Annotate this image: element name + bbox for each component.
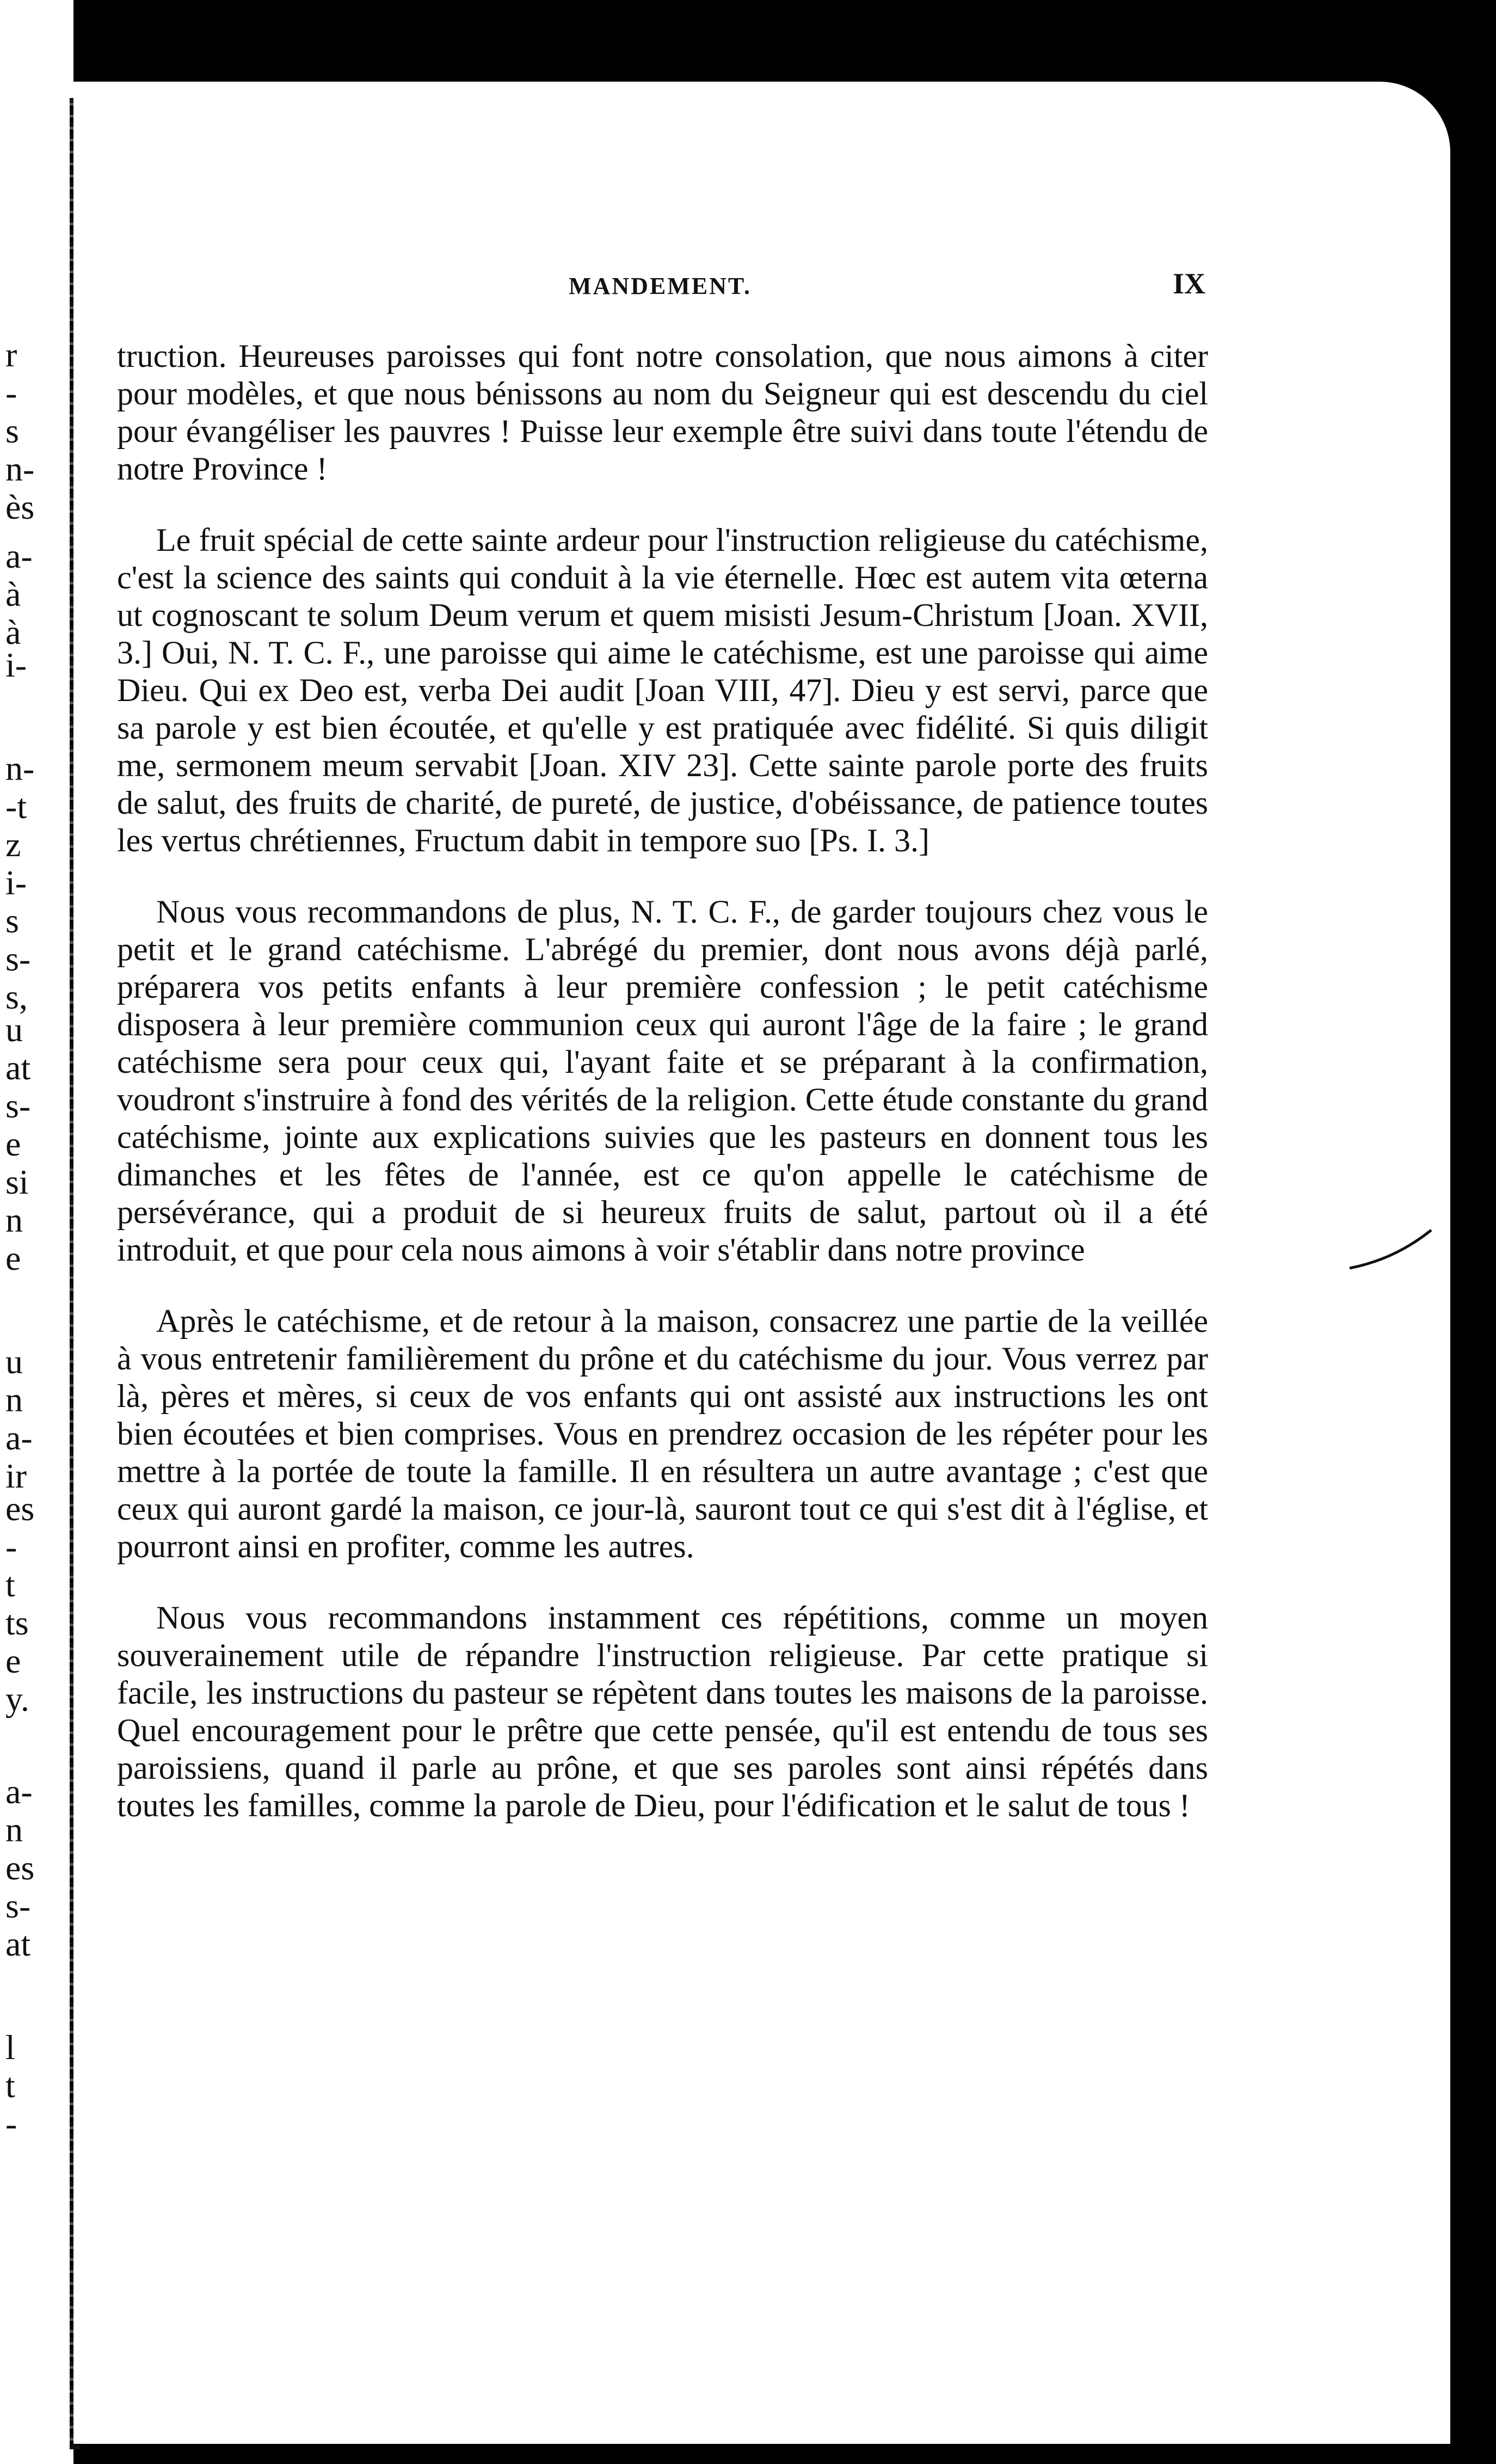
gutter-fragment: t — [5, 1565, 15, 1604]
gutter-fragment: s — [5, 901, 19, 940]
gutter-fragment: at — [5, 1925, 31, 1963]
gutter-fragment: es — [5, 1848, 35, 1887]
gutter-fragment: a- — [5, 1418, 33, 1457]
gutter-fragment: n — [5, 1380, 23, 1419]
gutter-fragment: n — [5, 1201, 23, 1239]
running-title: MANDEMENT. — [569, 273, 752, 299]
paragraph-4: Après le catéchisme, et de retour à la maison, consacrez une partie de la veillée à vous entretenir familièrement du prône et du catéchisme du jour. Vous verrez par là, pères et mères, si ceux de vos enfants qui ont assisté aux instructions les ont bien écoutées et bien comprises. Vous en prendrez occasion de les répéter pour les mettre à la portée de toute la famille. Il en résultera un autre avantage ; c'est que ceux qui auront gardé la maison, ce jour-là, sauront tout ce qui s'est dit à l'église, et pourront ainsi en profiter, comme les autres. — [117, 1303, 1208, 1564]
gutter-fragment: s- — [5, 939, 31, 978]
gutter-fragment: s — [5, 411, 19, 450]
gutter-fragment: e — [5, 1239, 21, 1277]
gutter-fragment: ts — [5, 1603, 29, 1642]
paragraph-3: Nous vous recommandons de plus, N. T. C. F., de garder toujours chez vous le petit et le grand catéchisme. L'abrégé du premier, dont nous avons déjà parlé, préparera vos petits enfants à leur première confession ; le petit catéchisme disposera à leur première communion ceux qui auront l'âge de la faire ; le grand catéchisme sera pour ceux qui, l'ayant faite et se préparant à la confirmation, voudront s'instruire à fond des vérités de la religion. Cette étude constante du grand catéchisme, jointe aux explications suivies que les pasteurs en donnent tous les dimanches et les fêtes de l'année, est ce qu'on appelle le catéchisme de persévérance, qui a produit de si heureux fruits de salut, partout où il a été introduit, et que pour cela nous aimons à voir s'établir dans notre province — [117, 894, 1208, 1268]
gutter-fragment: a- — [5, 1772, 33, 1811]
gutter-fragment: s- — [5, 1086, 31, 1125]
margin-pen-mark — [1344, 1225, 1442, 1290]
body-text — [117, 337, 1208, 1858]
gutter-fragment: - — [5, 1527, 17, 1566]
gutter-fragment: ès — [5, 488, 35, 526]
gutter-fragment: y. — [5, 1680, 29, 1718]
gutter-fragment: z — [5, 825, 21, 864]
gutter-fragment: à — [5, 613, 21, 652]
gutter-fragment: à — [5, 575, 21, 613]
gutter-fragment: es — [5, 1489, 35, 1528]
gutter-fragment: i- — [5, 863, 27, 902]
gutter-fragment: ir — [5, 1457, 27, 1495]
gutter-fragment: - — [5, 373, 17, 412]
gutter-fragment: at — [5, 1048, 31, 1087]
gutter-fragment: e — [5, 1642, 21, 1680]
gutter-fragment: n- — [5, 749, 35, 788]
paragraph-2: Le fruit spécial de cette sainte ardeur pour l'instruction religieuse du catéchisme, c'est la science des saints qui conduit à la vie éternelle. Hœc est autem vita œterna ut cognoscant te solum Deum verum et quem misisti Jesum-Christum [Joan. XVII, 3.] Oui, N. T. C. F., une paroisse qui aime le catéchisme, est une paroisse qui aime Dieu. Qui ex Deo est, verba Dei audit [Joan VIII, 47]. Dieu y est servi, parce que sa parole y est bien écoutée, et qu'elle y est pratiquée avec fidélité. Si quis diligit me, sermonem meum servabit [Joan. XIV 23]. Cette sainte parole porte des fruits de salut, des fruits de charité, de pureté, de justice, d'obéissance, de patience toutes les vertus chrétiennes, Fructum dabit in tempore suo [Ps. I. 3.] — [117, 522, 1208, 858]
gutter-fragment: i- — [5, 646, 27, 684]
gutter-fragment: - — [5, 2104, 17, 2143]
gutter-fragment: si — [5, 1163, 29, 1201]
facing-page-gutter — [0, 0, 73, 2464]
gutter-fragment: r — [5, 335, 17, 374]
gutter-fragment: t — [5, 2066, 15, 2105]
paragraph-1: truction. Heureuses paroisses qui font notre consolation, que nous aimons à citer pour modèles, et que nous bénissons au nom du Seigneur qui est descendu du ciel pour évangéliser les pauvres ! Puisse leur exemple être suivi dans toute l'étendu de notre Province ! — [117, 338, 1208, 487]
gutter-fragment: n- — [5, 450, 35, 488]
gutter-fragment: s- — [5, 1887, 31, 1925]
gutter-fragment: u — [5, 1342, 23, 1381]
gutter-fragment: u — [5, 1010, 23, 1049]
gutter-fragment: s, — [5, 978, 28, 1016]
gutter-fragment: n — [5, 1810, 23, 1849]
gutter-fragment: l — [5, 2028, 15, 2067]
gutter-fragment: a- — [5, 537, 33, 575]
gutter-fragment: -t — [5, 787, 27, 826]
page-number: IX — [1173, 267, 1206, 300]
paragraph-5: Nous vous recommandons instamment ces répétitions, comme un moyen souverainement utile de répandre l'instruction religieuse. Par cette pratique si facile, les instructions du pasteur se répètent dans toutes les maisons de la paroisse. Quel encouragement pour le prêtre que cette pensée, qu'il est entendu de tous ses paroissiens, quand il parle au prône, et que ses paroles sont ainsi répétés dans toutes les familles, comme la parole de Dieu, pour l'édification et le salut de tous ! — [117, 1600, 1208, 1823]
gutter-fragment: e — [5, 1125, 21, 1163]
